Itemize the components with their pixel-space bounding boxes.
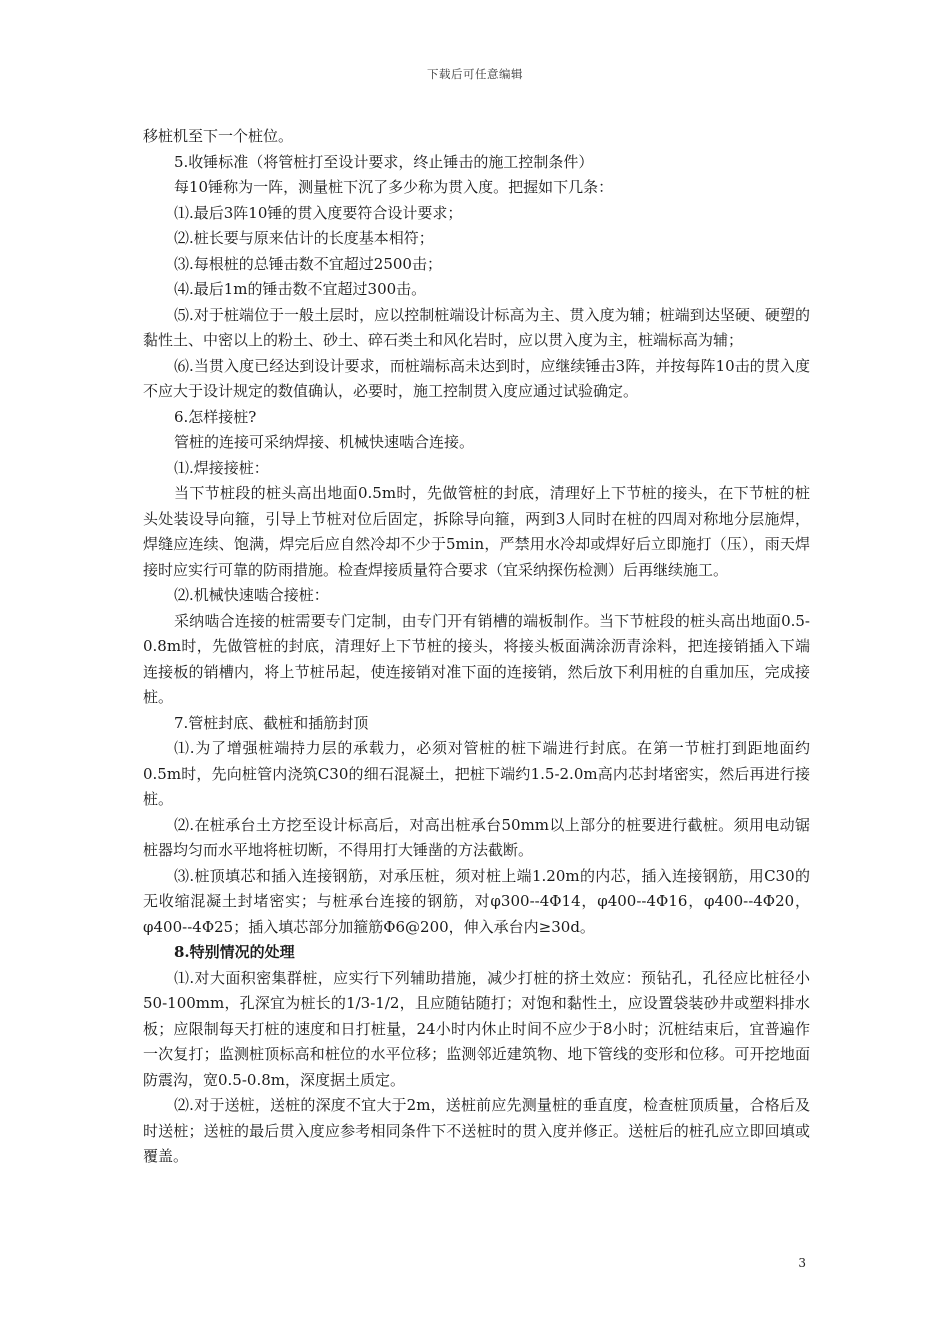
paragraph: 移桩机至下一个桩位。 — [143, 127, 294, 145]
paragraph: 采纳啮合连接的桩需要专门定制，由专门开有销槽的端板制作。当下节桩段的桩头高出地面0.5-0.8m时，先做管桩的封底，清理好上下节桩的接头，将接头板面满涂沥青涂料，把连接销插入下端连接板的销槽内，将上节桩吊起，使连接销对准下面的连接销，然后放下利用桩的自重加压，完成接桩。 — [143, 611, 810, 706]
paragraph: ⑵.机械快速啮合接桩： — [174, 586, 329, 604]
paragraph: ⑵.桩长要与原来估计的长度基本相符； — [174, 229, 434, 247]
paragraph: 7.管桩封底、截桩和插筋封顶 — [174, 713, 369, 732]
section-heading: 8.特别情况的处理 — [174, 943, 295, 961]
paragraph: ⑵.在桩承台土方挖至设计标高后，对高出桩承台50mm以上部分的桩要进行截桩。须用电动锯桩器均匀而水平地将桩切断，不得用打大锤凿的方法截断。 — [143, 815, 810, 859]
paragraph: 6.怎样接桩? — [174, 407, 257, 426]
paragraph: ⑷.最后1m的锤击数不宜超过300击。 — [174, 280, 427, 298]
paragraph: ⑶.桩顶填芯和插入连接钢筋，对承压桩，须对桩上端1.20m的内芯，插入连接钢筋，用C30的无收缩混凝土封堵密实；与桩承台连接的钢筋，对φ300--4Φ14，φ400--4Φ16，φ400--4Φ20，φ400--4Φ25；插入填芯部分加箍筋Φ6@200，伸入承台内≥30d。 — [143, 866, 810, 936]
paragraph: 每10锤称为一阵，测量桩下沉了多少称为贯入度。把握如下几条： — [174, 178, 614, 196]
paragraph: ⑴.对大面积密集群桩，应实行下列辅助措施，减少打桩的挤土效应：预钻孔，孔径应比桩径小50-100mm，孔深宜为桩长的1/3-1/2，且应随钻随打；对饱和黏性土，应设置袋装砂井或塑料排水板；应限制每天打桩的速度和日打桩量，24小时内休止时间不应少于8小时；沉桩结束后，宜普遍作一次复打；监测桩顶标高和桩位的水平位移；监测邻近建筑物、地下管线的变形和位移。可开挖地面防震沟，宽0.5-0.8m，深度据土质定。 — [143, 968, 810, 1089]
paragraph: ⑴.最后3阵10锤的贯入度要符合设计要求； — [174, 203, 463, 222]
paragraph: ⑴.焊接接桩： — [174, 458, 269, 477]
paragraph: ⑹.当贯入度已经达到设计要求，而桩端标高未达到时，应继续锤击3阵，并按每阵10击的贯入度不应大于设计规定的数值确认，必要时，施工控制贯入度应通过试验确定。 — [143, 356, 810, 400]
page-header: 下载后可任意编辑 — [427, 67, 523, 81]
paragraph: 管桩的连接可采纳焊接、机械快速啮合连接。 — [174, 433, 475, 451]
document-body — [143, 124, 810, 1170]
paragraph: 5.收锤标准（将管桩打至设计要求，终止锤击的施工控制条件） — [174, 152, 594, 171]
paragraph: ⑸.对于桩端位于一般土层时，应以控制桩端设计标高为主、贯入度为辅；桩端到达坚硬、硬塑的黏性土、中密以上的粉土、砂土、碎石类土和风化岩时，应以贯入度为主，桩端标高为辅； — [143, 305, 810, 349]
page-number: 3 — [798, 1256, 806, 1270]
paragraph: 当下节桩段的桩头高出地面0.5m时，先做管桩的封底，清理好上下节桩的接头，在下节桩的桩头处装设导向箍，引导上节桩对位后固定，拆除导向箍，两到3人同时在桩的四周对称地分层施焊，焊缝应连续、饱满，焊完后应自然冷却不少于5min，严禁用水冷却或焊好后立即施打（压），雨天焊接时应实行可靠的防雨措施。检查焊接质量符合要求（宜采纳探伤检测）后再继续施工。 — [143, 484, 810, 579]
paragraph: ⑵.对于送桩，送桩的深度不宜大于2m，送桩前应先测量桩的垂直度，检查桩顶质量，合格后及时送桩；送桩的最后贯入度应参考相同条件下不送桩时的贯入度并修正。送桩后的桩孔应立即回填或覆盖。 — [143, 1096, 810, 1165]
paragraph: ⑶.每根桩的总锤击数不宜超过2500击； — [174, 254, 442, 273]
paragraph: ⑴.为了增强桩端持力层的承载力，必须对管桩的桩下端进行封底。在第一节桩打到距地面约0.5m时，先向桩管内浇筑C30的细石混凝土，把桩下端约1.5-2.0m高内芯封堵密实，然后再进行接桩。 — [143, 739, 810, 808]
